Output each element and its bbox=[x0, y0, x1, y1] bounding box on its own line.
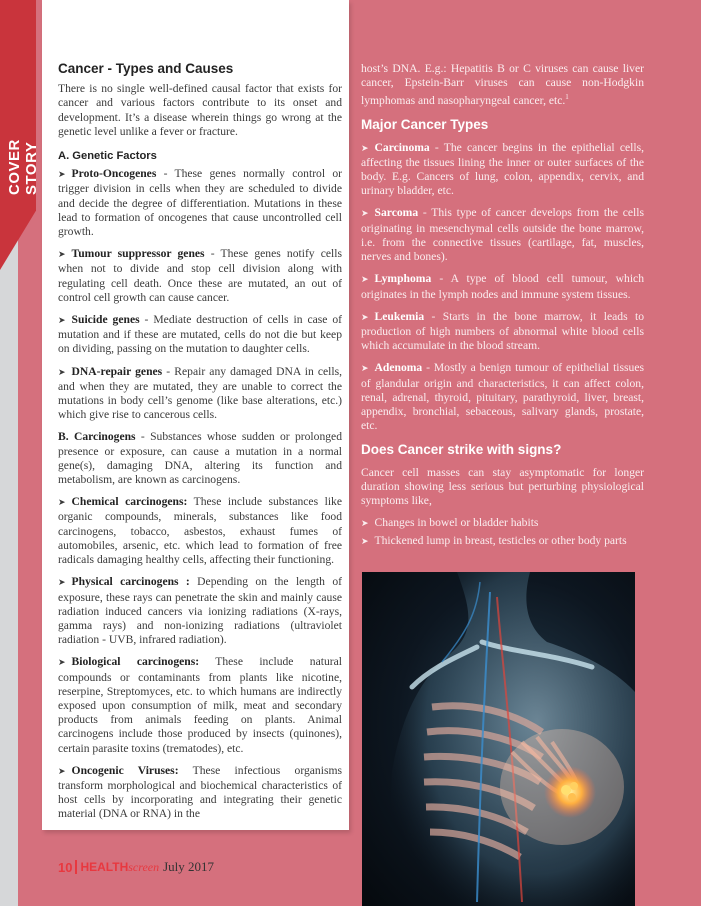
arrow-bullet-icon: ➤ bbox=[58, 766, 66, 777]
type-carcinoma: ➤ Carcinoma - The cancer begins in the epithelial cells, affecting the tissues lining the inner or outer surfaces of the body. E.g. Cancers of lung, colon, appendix, cervix, and urinary bladder, etc. bbox=[361, 140, 644, 198]
page-number: 10 bbox=[58, 859, 73, 875]
issue-date: July 2017 bbox=[163, 859, 215, 874]
item-biological-carcinogens: ➤ Biological carcinogens: These include natural compounds or contaminants from plants like nicotine, reserpine, Streptomyces, etc. to which humans are indirectly exposed upon consumption of milk, meat and secondary products from animals feeding on plants. Animal carcinogens include those produced by insects (quinones), certain parasite toxins (trematodes), etc. bbox=[58, 655, 343, 755]
item-proto-oncogenes: ➤ Proto-Oncogenes - These genes normally control or trigger division in cells when they are scheduled to divide and decide the degree of differentiation. Mutations in these lead to formation of oncogenes that cause uncontrolled cell growth. bbox=[58, 167, 342, 239]
arrow-bullet-icon: ➤ bbox=[58, 316, 66, 327]
right-column bbox=[361, 62, 644, 553]
section-label: COVER STORY bbox=[6, 139, 40, 195]
type-leukemia: ➤ Leukemia - Starts in the bone marrow, it leads to production of high numbers of abnormal white blood cells which accumulate in the blood stream. bbox=[361, 309, 644, 353]
article-heading: Cancer - Types and Causes bbox=[58, 61, 234, 76]
carcinogens-paragraph: B. Carcinogens - Substances whose sudden or prolonged presence or exposure, can cause a mutation in a normal gene(s), damaging DNA, altering its function and metabolism, are known as carcinogens. bbox=[58, 430, 342, 487]
arrow-bullet-icon: ➤ bbox=[58, 250, 66, 261]
sign-item: ➤ Changes in bowel or bladder habits bbox=[361, 516, 539, 530]
cancer-types-heading: Major Cancer Types bbox=[361, 117, 489, 133]
arrow-bullet-icon: ➤ bbox=[361, 143, 369, 154]
item-oncogenic-viruses: ➤ Oncogenic Viruses: These infectious organisms transform morphological and biochemical characteristics of host cells by incorporating and integrating their genetic material (DNA or RNA) in the bbox=[58, 763, 342, 821]
arrow-bullet-icon: ➤ bbox=[361, 275, 369, 286]
arrow-bullet-icon: ➤ bbox=[58, 658, 66, 669]
arrow-bullet-icon: ➤ bbox=[58, 578, 66, 589]
arrow-bullet-icon: ➤ bbox=[58, 367, 66, 378]
type-adenoma: ➤ Adenoma - Mostly a benign tumour of epithelial tissues of glandular origin and characteristics, it can affect colon, renal, adrenal, thyroid, pituitary, parathyroid, liver, breast, appendix, bronchial, sebaceous, salivary glands, prostate, etc. bbox=[361, 361, 644, 433]
brand-logo-health: HEALTH bbox=[80, 860, 129, 874]
signs-heading: Does Cancer strike with signs? bbox=[361, 442, 562, 458]
arrow-bullet-icon: ➤ bbox=[58, 170, 66, 181]
anatomy-illustration-graphic bbox=[362, 572, 635, 906]
item-tumour-suppressor: ➤ Tumour suppressor genes - These genes notify cells when not to divide and stop cell division along with regulating cell death. Once these are mutated, an out of control cell growth can cause cancer. bbox=[58, 247, 342, 304]
item-dna-repair: ➤ DNA-repair genes - Repair any damaged DNA in cells, and when they are mutated, they are unable to correct the mutations in body cell’s genome (like base alterations, etc.) which give rise to cancerous cells. bbox=[58, 364, 342, 422]
arrow-bullet-icon: ➤ bbox=[58, 498, 66, 509]
sign-item: ➤ Thickened lump in breast, testicles or other body parts bbox=[361, 534, 627, 548]
item-physical-carcinogens: ➤ Physical carcinogens : Depending on the length of exposure, these rays can penetrate the skin and mainly cause radiation induced cancers via ionizing radiations (X-rays, gamma rays) and non-ionizing radiations (ultraviolet radiation - UVB, infrared radiation). bbox=[58, 575, 342, 647]
genetic-factors-heading: A. Genetic Factors bbox=[58, 150, 157, 163]
arrow-bullet-icon: ➤ bbox=[361, 312, 369, 323]
brand-logo-screen: screen bbox=[128, 859, 160, 874]
continuation-paragraph: host’s DNA. E.g.: Hepatitis B or C viruses can cause liver cancer, Epstein-Barr viruses can cause non-Hodgkin lymphomas and nasopharyngeal cancer, etc.$^1$ bbox=[361, 62, 644, 108]
intro-paragraph: There is no single well-defined causal factor that exists for cancer and various factors contribute to its onset and development. It’s a disease wherein things go wrong at the genetic level unlike a fever or fracture. bbox=[58, 82, 342, 138]
footnote-marker: 1 bbox=[565, 93, 569, 102]
signs-intro: Cancer cell masses can stay asymptomatic for longer duration showing less serious but perturbing physiological symptoms like, bbox=[361, 465, 644, 507]
item-suicide-genes: ➤ Suicide genes - Mediate destruction of cells in case of mutation and if these are mutated, cells do not die but keep on dividing, passing on the mutation to daughter cells. bbox=[58, 313, 343, 356]
page-footer bbox=[58, 857, 214, 877]
arrow-bullet-icon: ➤ bbox=[361, 519, 369, 530]
footer-divider bbox=[75, 860, 77, 874]
arrow-bullet-icon: ➤ bbox=[361, 364, 369, 375]
arrow-bullet-icon: ➤ bbox=[361, 537, 369, 548]
type-lymphoma: ➤ Lymphoma - A type of blood cell tumour, which originates in the lymph nodes and immune system tissues. bbox=[361, 272, 644, 301]
item-chemical-carcinogens: ➤ Chemical carcinogens: These include substances like organic compounds, minerals, substances like food carcinogens, tobacco, asbestos, exhaust fumes of automobiles, arsenic, etc. which lead to formation of free radicals damaging healthy cells, affecting their functioning. bbox=[58, 495, 342, 567]
left-column bbox=[58, 62, 342, 830]
anatomy-illustration bbox=[362, 572, 635, 906]
type-sarcoma: ➤ Sarcoma - This type of cancer develops from the cells originating in mesenchymal cells outside the bone marrow, i.e. from the connective tissues (cartilage, fat, muscles, nerves and bones). bbox=[361, 206, 644, 264]
arrow-bullet-icon: ➤ bbox=[361, 209, 369, 220]
